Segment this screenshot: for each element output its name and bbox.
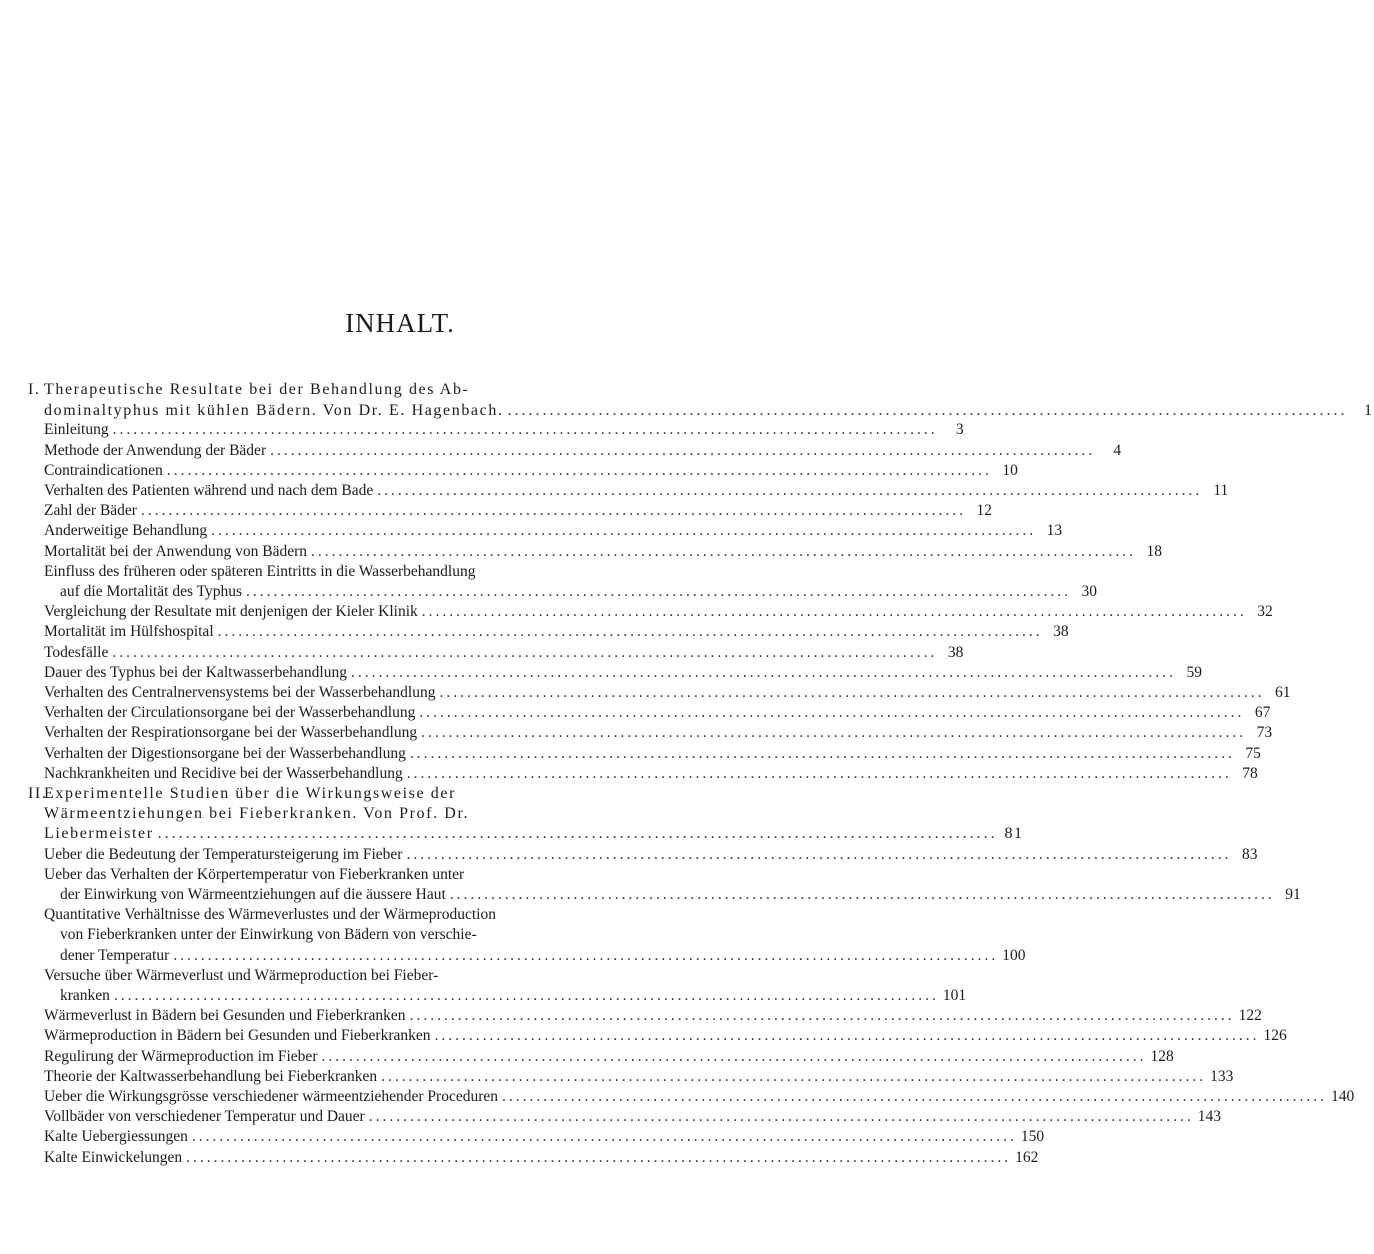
- toc-entry-text: Nachkrankheiten und Recidive bei der Wasserbehandlung: [44, 764, 403, 782]
- toc-entry-text: der Einwirkung von Wärmeentziehungen auf die äussere Haut: [60, 886, 446, 903]
- section-2-heading-line1: II.Experimentelle Studien über die Wirkungsweise der: [28, 785, 457, 802]
- dot-leader: ........................................................................................................................: [112, 643, 938, 661]
- page-number: 73: [1256, 724, 1273, 742]
- toc-entry-line: [44, 643, 964, 663]
- toc-entry-text: Contraindicationen: [44, 461, 163, 479]
- toc-entry-line: [44, 481, 1229, 501]
- toc-entry-line: [44, 744, 1261, 764]
- page-number: 140: [1331, 1088, 1355, 1105]
- section-1-heading-line2: dominaltyphus mit kühlen Bädern. Von Dr. E. Hagenbach. ........................................................................................................................ 1: [44, 402, 1374, 419]
- page-number: 126: [1263, 1027, 1287, 1045]
- toc-entry-text: dener Temperatur: [60, 946, 170, 964]
- dot-leader: ........................................................................................................................: [406, 764, 1232, 782]
- toc-entry-text: Mortalität im Hülfshospital: [44, 623, 214, 641]
- dot-leader: ........................................................................................................................: [377, 482, 1203, 499]
- page-number: 143: [1197, 1108, 1221, 1126]
- toc-entry-line: [44, 622, 1069, 642]
- page-number: 38: [947, 643, 964, 661]
- toc-entry-line: [44, 764, 1258, 784]
- page-number: 38: [1053, 623, 1069, 641]
- page-number: 162: [1015, 1148, 1039, 1166]
- toc-entry-line: [60, 986, 967, 1006]
- dot-leader: ........................................................................................................................: [409, 1007, 1235, 1025]
- toc-entry-text: Regulirung der Wärmeproduction im Fieber: [44, 1047, 318, 1065]
- toc-entry-text: Anderweitige Behandlung: [44, 522, 208, 540]
- toc-entry-line: [60, 925, 770, 945]
- page-number: 12: [976, 502, 992, 520]
- toc-entry-line: [44, 1026, 1287, 1046]
- toc-entry-line: [44, 683, 1291, 703]
- dot-leader: ........................................................................................................................: [409, 744, 1235, 762]
- page-number: 4: [1113, 441, 1122, 459]
- section-2-heading-line3: Liebermeister ........................................................................................................................ 81: [44, 825, 1024, 843]
- toc-entry-text: Ueber die Bedeutung der Temperatursteigerung im Fieber: [44, 845, 403, 863]
- page-number: 61: [1274, 684, 1291, 701]
- toc-entry-text: Verhalten der Respirationsorgane bei der Wasserbehandlung: [44, 724, 418, 742]
- page-number: 83: [1241, 845, 1258, 863]
- toc-entry-line: [44, 521, 1063, 541]
- toc-entry-line: [60, 946, 1026, 966]
- dot-leader: ........................................................................................................................: [191, 1128, 1017, 1146]
- page-number: 10: [1002, 461, 1018, 479]
- toc-entry-line: [44, 1006, 1262, 1026]
- toc-entry-text: Versuche über Wärmeverlust und Wärmeproduction bei Fieber-: [44, 966, 439, 984]
- toc-entry-line: [44, 1107, 1221, 1127]
- toc-entry-text: Methode der Anwendung der Bäder: [44, 441, 267, 459]
- toc-entry-text: Verhalten der Digestionsorgane bei der Wasserbehandlung: [44, 744, 406, 762]
- page-number: 30: [1081, 583, 1098, 600]
- toc-entry-text: Kalte Uebergiessungen: [44, 1128, 188, 1146]
- toc-entry-text: Wärmeproduction in Bädern bei Gesunden und Fieberkranken: [44, 1027, 431, 1045]
- dot-leader: ........................................................................................................................: [350, 663, 1176, 681]
- toc-entry-line: [44, 441, 1122, 461]
- toc-entry-line: [44, 461, 1018, 481]
- page-number: 81: [1004, 825, 1024, 843]
- dot-leader: ........................................................................................................................: [502, 1088, 1327, 1105]
- page-number: 100: [1002, 946, 1026, 964]
- toc-entry-text: auf die Mortalität des Typhus: [60, 583, 243, 600]
- toc-entry-text: Vollbäder von verschiedener Temperatur und Dauer: [44, 1108, 365, 1126]
- section-number: II.: [28, 785, 48, 802]
- dot-leader: ........................................................................................................................: [321, 1047, 1147, 1065]
- toc-entry-text: Theorie der Kaltwasserbehandlung bei Fieberkranken: [44, 1067, 378, 1085]
- toc-entry-line: [44, 542, 1163, 562]
- toc-entry-line: [44, 1127, 1045, 1147]
- page-number: 101: [942, 987, 967, 1004]
- toc-entry-text: Verhalten des Patienten während und nach dem Bade: [44, 482, 374, 499]
- toc-entry-line: [60, 582, 1098, 602]
- toc-entry-line: [44, 1087, 1355, 1107]
- toc-entry-line: [44, 1047, 1174, 1067]
- page-number: 91: [1285, 886, 1301, 903]
- dot-leader: ........................................................................................................................: [449, 886, 1275, 903]
- toc-entry-line: [44, 865, 770, 885]
- toc-entry-line: [44, 501, 992, 521]
- page-number: 122: [1238, 1007, 1262, 1025]
- toc-entry-text: von Fieberkranken unter der Einwirkung von Bädern von verschie-: [60, 926, 477, 944]
- dot-leader: ........................................................................................................................: [270, 441, 1096, 459]
- page-number: 13: [1046, 522, 1063, 540]
- section-number: I.: [28, 381, 41, 398]
- dot-leader: ........................................................................................................................: [421, 724, 1247, 742]
- page-number: 133: [1210, 1067, 1234, 1085]
- dot-leader: ........................................................................................................................: [140, 502, 966, 520]
- dot-leader: ........................................................................................................................: [381, 1067, 1207, 1085]
- toc-entry-text: Verhalten der Circulationsorgane bei der Wasserbehandlung: [44, 704, 416, 722]
- toc-entry-line: [44, 703, 1271, 723]
- dot-leader: ........................................................................................................................: [173, 946, 999, 964]
- dot-leader: ........................................................................................................................: [421, 603, 1247, 621]
- dot-leader: ........................................................................................................................: [434, 1027, 1260, 1045]
- toc-entry-line: [44, 602, 1273, 622]
- toc-entry-text: Mortalität bei der Anwendung von Bädern: [44, 542, 308, 560]
- toc-entry-line: [44, 663, 1202, 683]
- section-2-heading-line2: Wärmeentziehungen bei Fieberkranken. Von Prof. Dr.: [44, 805, 470, 823]
- toc-entry-text: Ueber das Verhalten der Körpertemperatur von Fieberkranken unter: [44, 865, 465, 883]
- page-number: 67: [1254, 704, 1271, 722]
- toc-entry-line: [44, 562, 770, 582]
- toc-entry-text: Dauer des Typhus bei der Kaltwasserbehandlung: [44, 663, 347, 681]
- dot-leader: ........................................................................................................................: [166, 461, 992, 479]
- page-title: INHALT.: [345, 308, 455, 338]
- dot-leader: ........................................................................................................................: [186, 1148, 1012, 1166]
- toc-entry-line: [44, 845, 1258, 865]
- toc-entry-text: Ueber die Wirkungsgrösse verschiedener wärmeentziehender Proceduren: [44, 1088, 498, 1105]
- toc-entry-text: Zahl der Bäder: [44, 502, 137, 520]
- page-number: 128: [1150, 1047, 1174, 1065]
- toc-entry-line: [44, 905, 770, 925]
- toc-entry-line: [44, 723, 1273, 743]
- page-number: 11: [1213, 482, 1229, 499]
- toc-entry-line: [44, 1148, 1039, 1168]
- toc-entry-line: [44, 420, 964, 440]
- page-number: 75: [1245, 744, 1261, 762]
- toc-entry-text: Einleitung: [44, 421, 109, 439]
- toc-entry-text: Wärmeverlust in Bädern bei Gesunden und Fieberkranken: [44, 1007, 406, 1025]
- toc-entry-line: [60, 885, 1301, 905]
- dot-leader: ........................................................................................................................: [368, 1108, 1194, 1126]
- page-number: 3: [955, 421, 964, 439]
- page-number: 150: [1020, 1128, 1045, 1146]
- toc-entry-text: Einfluss des früheren oder späteren Eintritts in die Wasserbehandlung: [44, 562, 476, 580]
- toc-entry-text: Kalte Einwickelungen: [44, 1148, 183, 1166]
- toc-entry-text: Verhalten des Centralnervensystems bei der Wasserbehandlung: [44, 684, 436, 701]
- dot-leader: ........................................................................................................................: [246, 583, 1072, 600]
- page-number: 1: [1363, 402, 1374, 419]
- dot-leader: ........................................................................................................................: [217, 623, 1043, 641]
- page-number: 78: [1242, 764, 1258, 782]
- toc-entry-text: Quantitative Verhältnisse des Wärmeverlustes und der Wärmeproduction: [44, 906, 496, 924]
- toc-entry-text: Todesfälle: [44, 643, 109, 661]
- page-number: 18: [1146, 542, 1163, 560]
- dot-leader: ........................................................................................................................: [113, 987, 939, 1004]
- dot-leader: ........................................................................................................................: [112, 421, 938, 439]
- dot-leader: ........................................................................................................................: [419, 704, 1245, 722]
- toc-entry-text: Vergleichung der Resultate mit denjenigen der Kieler Klinik: [44, 603, 418, 621]
- toc-entry-text: kranken: [60, 987, 110, 1004]
- toc-entry-line: [44, 1067, 1234, 1087]
- dot-leader: ........................................................................................................................: [406, 845, 1232, 863]
- toc-entry-line: [44, 966, 770, 986]
- section-1-heading-line1: I. Therapeutische Resultate bei der Behandlung des Ab-: [28, 381, 470, 398]
- dot-leader: ........................................................................................................................: [439, 684, 1265, 701]
- dot-leader: ........................................................................................................................: [311, 542, 1137, 560]
- page-number: 32: [1257, 603, 1273, 621]
- page-number: 59: [1186, 663, 1202, 681]
- dot-leader: ........................................................................................................................: [211, 522, 1037, 540]
